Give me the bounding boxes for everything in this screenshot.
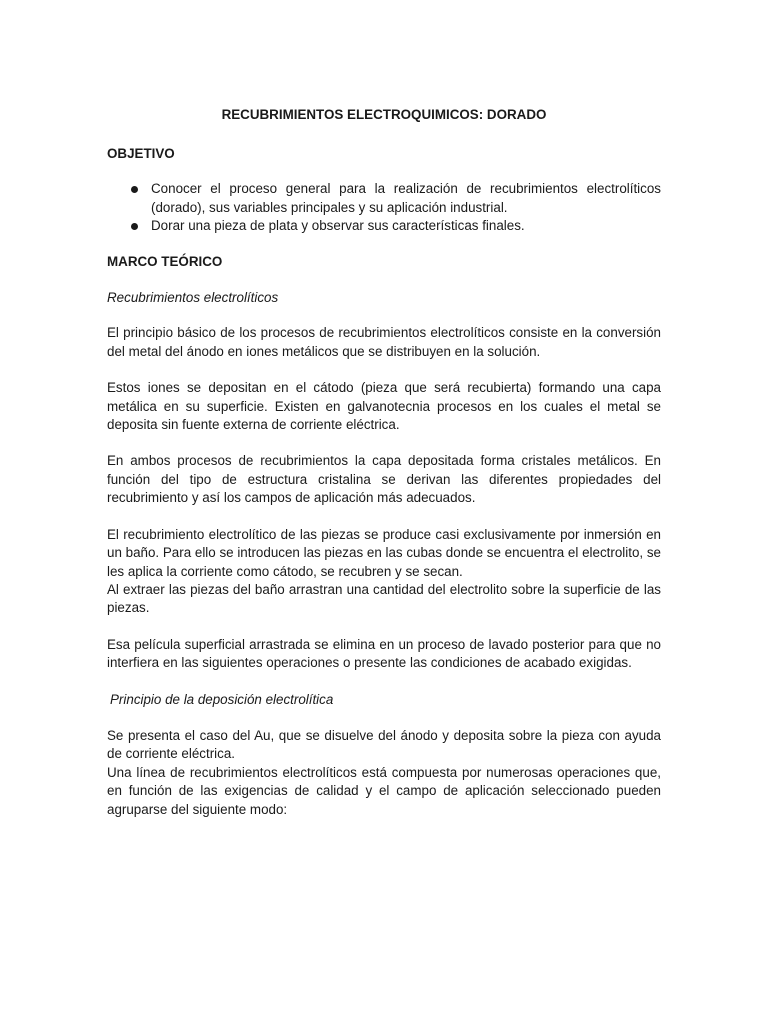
paragraph: Estos iones se depositan en el cátodo (pieza que será recubierta) formando una capa metálica en su superficie. Existen en galvanotecnia procesos en los cuales el metal se deposita sin fuente externa de corriente eléctrica. bbox=[107, 380, 661, 433]
paragraph: El recubrimiento electrolítico de las piezas se produce casi exclusivamente por inmersión en un baño. Para ello se introducen las piezas en las cubas donde se encuentra el electrolito, se les aplica la corriente como cátodo, se recubren y se secan. bbox=[107, 526, 661, 579]
list-item-text: Conocer el proceso general para la realización de recubrimientos electrolíticos (dorado), sus variables principales y su aplicación industrial. bbox=[151, 181, 661, 215]
bullet-icon bbox=[131, 223, 138, 230]
document-title: RECUBRIMIENTOS ELECTROQUIMICOS: DORADO bbox=[221, 107, 547, 122]
document-page bbox=[107, 106, 661, 819]
list-item-text: Dorar una pieza de plata y observar sus características finales. bbox=[151, 218, 525, 234]
paragraph: Al extraer las piezas del baño arrastran una cantidad del electrolito sobre la superficie de las piezas. bbox=[107, 581, 661, 616]
list-item bbox=[107, 217, 661, 235]
paragraph: En ambos procesos de recubrimientos la capa depositada forma cristales metálicos. En función del tipo de estructura cristalina se derivan las diferentes propiedades del recubrimiento y así los campos de aplicación más adecuados. bbox=[107, 453, 661, 506]
section-subheading: Principio de la deposición electrolítica bbox=[110, 691, 334, 707]
paragraph: Se presenta el caso del Au, que se disuelve del ánodo y deposita sobre la pieza con ayuda de corriente eléctrica. bbox=[107, 727, 661, 762]
paragraph: Una línea de recubrimientos electrolíticos está compuesta por numerosas operaciones que, en función de las exigencias de calidad y el campo de aplicación seleccionado pueden agruparse del siguiente modo: bbox=[107, 764, 661, 817]
marco-teorico-heading: MARCO TEÓRICO bbox=[107, 253, 223, 269]
paragraph: El principio básico de los procesos de recubrimientos electrolíticos consiste en la conversión del metal del ánodo en iones metálicos que se distribuyen en la solución. bbox=[107, 325, 661, 359]
objetivo-heading: OBJETIVO bbox=[107, 146, 175, 161]
section-subheading: Recubrimientos electrolíticos bbox=[107, 290, 279, 306]
list-item bbox=[107, 180, 661, 217]
objetivo-list bbox=[107, 180, 661, 235]
paragraph: Esa película superficial arrastrada se elimina en un proceso de lavado posterior para que no interfiera en las siguientes operaciones o presente las condiciones de acabado exigidas. bbox=[107, 636, 661, 671]
bullet-icon bbox=[131, 186, 138, 193]
